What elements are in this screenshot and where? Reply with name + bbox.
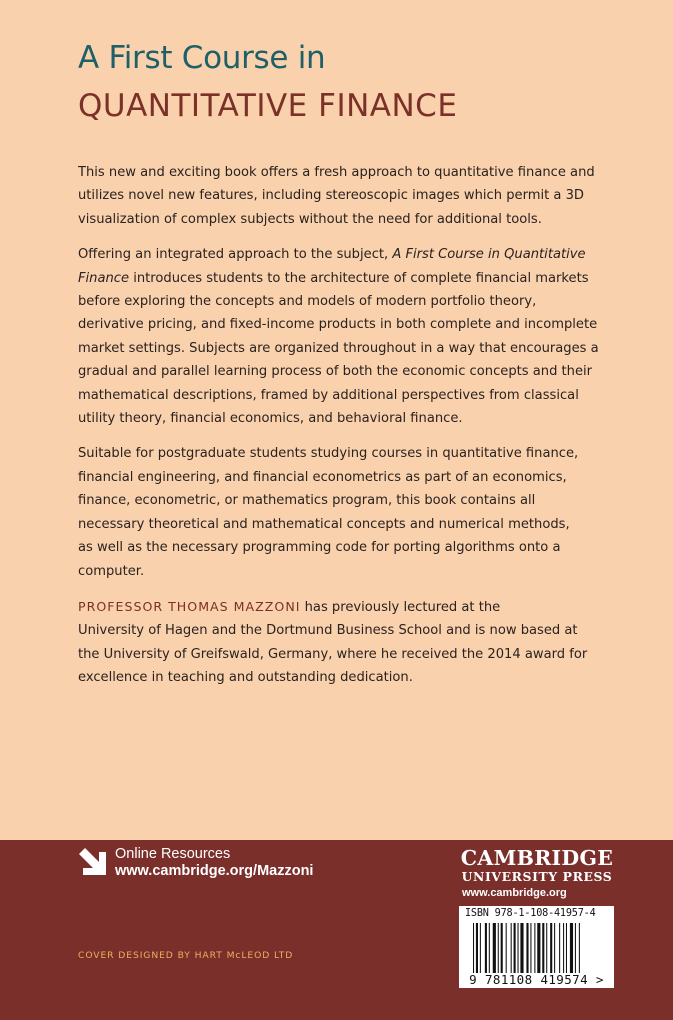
- text-line: utilizes novel new features, including stereoscopic images which permit a 3D: [78, 188, 585, 204]
- arrow-down-right-icon: [77, 846, 107, 876]
- text-line: finance, econometric, or mathematics program, this book contains all: [78, 493, 536, 509]
- publisher-url[interactable]: www.cambridge.org: [462, 887, 567, 899]
- isbn-label: ISBN 978-1-108-41957-4: [465, 908, 596, 919]
- text-line: Suitable for postgraduate students studying courses in quantitative finance,: [78, 446, 579, 462]
- book-title-italic: Finance: [78, 270, 130, 286]
- text-line: visualization of complex subjects without the need for additional tools.: [78, 211, 542, 227]
- online-resources-label: Online Resources: [115, 846, 231, 862]
- paragraph-audience: [78, 442, 598, 582]
- text-line: necessary theoretical and mathematical concepts and numerical methods,: [78, 516, 570, 532]
- text-line: computer.: [78, 563, 145, 579]
- text-line: the University of Greifswald, Germany, where he received the 2014 award for: [78, 646, 588, 662]
- barcode-number: 9 781108 419574 >: [469, 972, 604, 987]
- text-line: excellence in teaching and outstanding dedication.: [78, 670, 413, 686]
- text-line: University of Hagen and the Dortmund Business School and is now based at: [78, 623, 578, 639]
- text-line: financial engineering, and financial econometrics as part of an economics,: [78, 469, 567, 485]
- blurb: [78, 161, 598, 702]
- book-title-italic: A First Course in Quantitative: [392, 247, 586, 263]
- author-name: PROFESSOR THOMAS MAZZONI: [78, 598, 301, 614]
- text-line: This new and exciting book offers a fresh approach to quantitative finance and: [78, 165, 595, 180]
- online-resources-url[interactable]: www.cambridge.org/Mazzoni: [115, 863, 314, 879]
- text-line: [78, 595, 598, 619]
- text-line: mathematical descriptions, framed by additional perspectives from classical: [78, 387, 579, 403]
- text-line: utility theory, financial economics, and behavioral finance.: [78, 411, 463, 427]
- text-fragment: introduces students to the architecture of complete financial markets: [129, 270, 589, 286]
- barcode-icon: [473, 923, 605, 973]
- publisher-logo-press: UNIVERSITY PRESS: [461, 869, 613, 884]
- text-line: before exploring the concepts and models of modern portfolio theory,: [78, 294, 537, 310]
- title-line-1: A First Course in: [78, 40, 326, 76]
- publisher-logo-name: CAMBRIDGE: [460, 846, 614, 870]
- title-line-2: QUANTITATIVE FINANCE: [78, 88, 458, 124]
- paragraph-author-bio: [78, 595, 598, 690]
- cover-credit: COVER DESIGNED BY HART McLEOD LTD: [78, 950, 294, 961]
- paragraph-intro: [78, 161, 598, 231]
- text-line: [78, 243, 598, 266]
- text-fragment: has previously lectured at the: [300, 599, 501, 615]
- barcode-panel: [459, 906, 614, 988]
- text-line: market settings. Subjects are organized throughout in a way that encourages a: [78, 340, 599, 356]
- text-fragment: Offering an integrated approach to the subject,: [78, 247, 393, 263]
- text-line: gradual and parallel learning process of both the economic concepts and their: [78, 364, 593, 380]
- text-line: [78, 267, 598, 290]
- text-line: derivative pricing, and fixed-income products in both complete and incomplete: [78, 317, 598, 333]
- text-line: as well as the necessary programming code for porting algorithms onto a: [78, 540, 561, 556]
- paragraph-approach: [78, 243, 598, 430]
